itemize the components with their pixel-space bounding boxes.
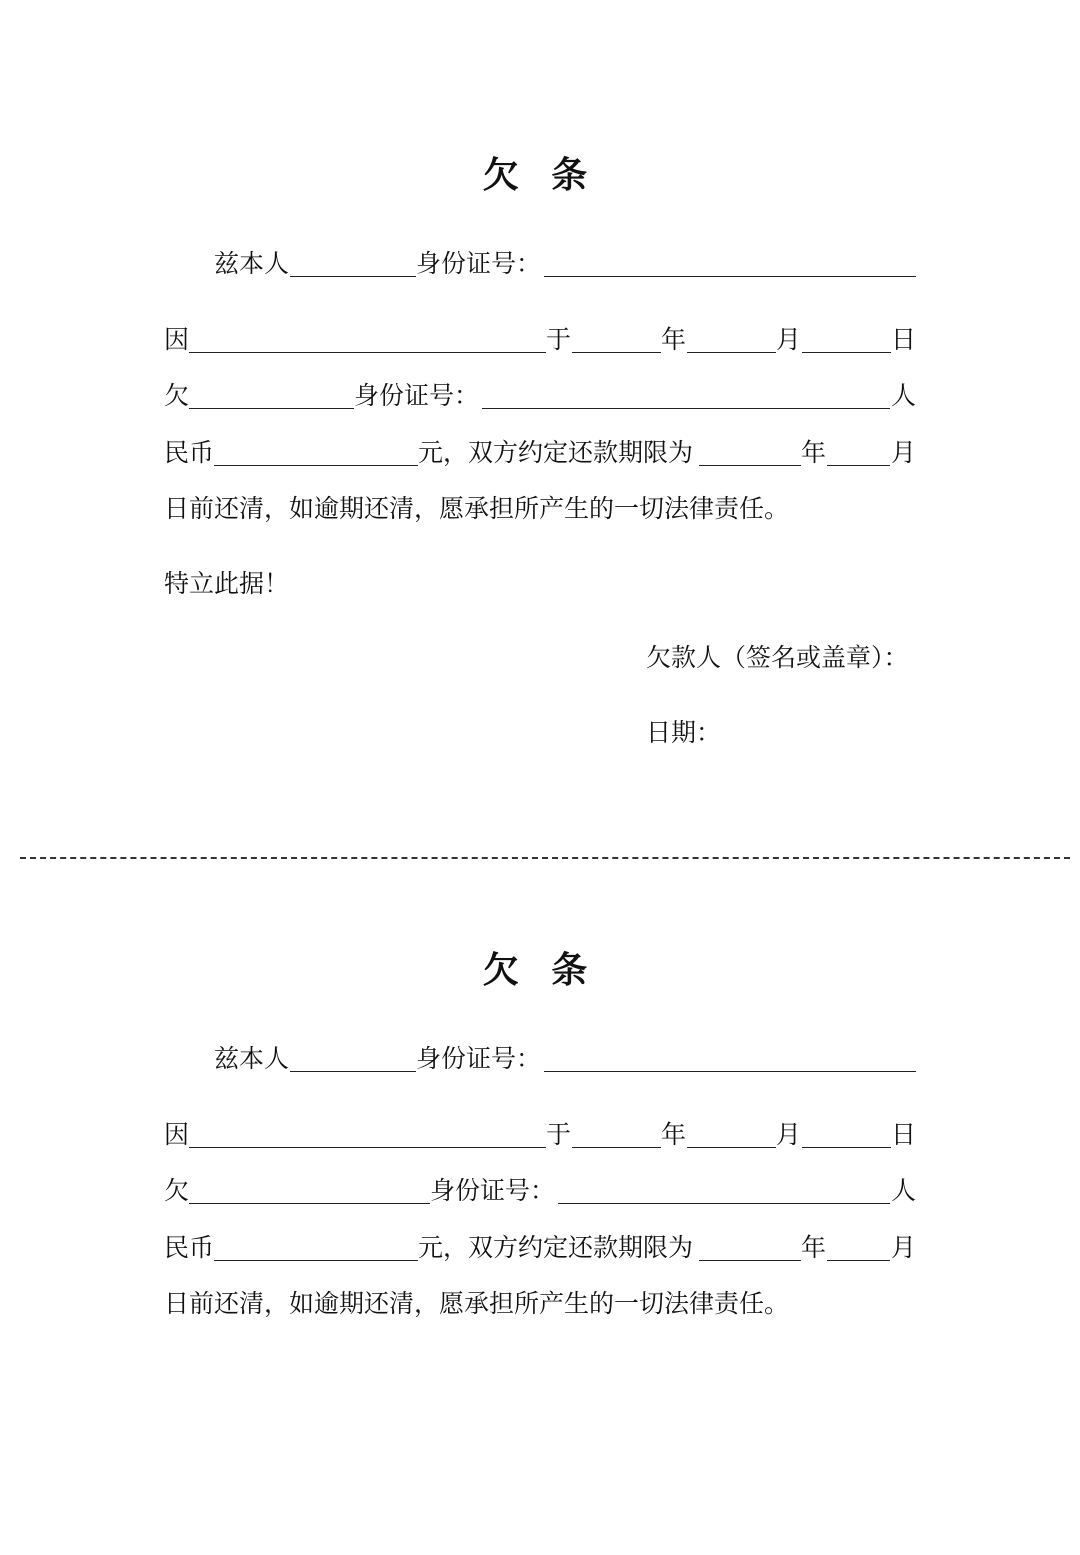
label-repayment-term: 元，双方约定还款期限为 <box>418 438 694 467</box>
blank-day[interactable] <box>802 1147 891 1148</box>
line-creditor <box>164 1171 916 1211</box>
label-borrower-self: 兹本人 <box>214 249 290 278</box>
slip-title: 欠 条 <box>482 950 598 991</box>
blank-borrower-name[interactable] <box>290 1071 416 1072</box>
blank-repay-year[interactable] <box>699 465 801 466</box>
debt-slip-top <box>0 0 1080 760</box>
line-liability <box>164 489 916 529</box>
line-liability <box>164 1284 916 1324</box>
label-day: 日 <box>891 1120 917 1149</box>
blank-repay-month[interactable] <box>827 1260 890 1261</box>
slip-title: 欠 条 <box>482 155 598 196</box>
blank-amount[interactable] <box>214 1260 418 1261</box>
label-rmb: 民币 <box>164 438 215 467</box>
blank-day[interactable] <box>802 352 891 353</box>
label-year: 年 <box>661 325 687 354</box>
label-on: 于 <box>546 325 572 354</box>
line-creditor <box>164 376 916 416</box>
closing-text: 特立此据！ <box>164 569 290 598</box>
line-amount <box>164 1228 916 1268</box>
label-ren: 人 <box>891 381 917 410</box>
label-year: 年 <box>801 1233 827 1262</box>
label-day: 日 <box>891 325 917 354</box>
blank-year[interactable] <box>572 352 661 353</box>
label-month: 月 <box>891 438 917 467</box>
label-id-number: 身份证号： <box>416 249 542 278</box>
label-id-number: 身份证号： <box>430 1176 556 1205</box>
label-id-number: 身份证号： <box>416 1044 542 1073</box>
blank-year[interactable] <box>572 1147 661 1148</box>
liability-text: 日前还清，如逾期还清，愿承担所产生的一切法律责任。 <box>164 1289 790 1318</box>
label-month: 月 <box>776 1120 802 1149</box>
signature-label: 欠款人（签名或盖章）： <box>646 643 909 672</box>
line-reason-date <box>164 1115 916 1155</box>
blank-repay-month[interactable] <box>827 465 890 466</box>
label-owe: 欠 <box>164 1176 190 1205</box>
line-identity <box>164 1039 916 1079</box>
label-reason: 因 <box>164 1120 190 1149</box>
blank-reason[interactable] <box>189 352 546 353</box>
blank-month[interactable] <box>687 352 776 353</box>
blank-creditor-name[interactable] <box>189 408 354 409</box>
label-month: 月 <box>776 325 802 354</box>
label-reason: 因 <box>164 325 190 354</box>
blank-amount[interactable] <box>214 465 418 466</box>
blank-borrower-id[interactable] <box>544 1071 916 1072</box>
label-rmb: 民币 <box>164 1233 215 1262</box>
date-line <box>646 713 946 753</box>
blank-creditor-id[interactable] <box>482 408 890 409</box>
line-closing <box>164 564 916 604</box>
blank-borrower-name[interactable] <box>290 276 416 277</box>
line-identity <box>164 244 916 284</box>
blank-reason[interactable] <box>189 1147 546 1148</box>
blank-creditor-id[interactable] <box>558 1203 890 1204</box>
label-borrower-self: 兹本人 <box>214 1044 290 1073</box>
blank-creditor-name[interactable] <box>189 1203 430 1204</box>
blank-repay-year[interactable] <box>699 1260 801 1261</box>
debt-slip-bottom <box>0 795 1080 1555</box>
label-month: 月 <box>891 1233 917 1262</box>
blank-month[interactable] <box>687 1147 776 1148</box>
label-year: 年 <box>801 438 827 467</box>
liability-text: 日前还清，如逾期还清，愿承担所产生的一切法律责任。 <box>164 494 790 523</box>
label-year: 年 <box>661 1120 687 1149</box>
label-on: 于 <box>546 1120 572 1149</box>
date-label: 日期： <box>646 718 722 747</box>
label-owe: 欠 <box>164 381 190 410</box>
label-repayment-term: 元，双方约定还款期限为 <box>418 1233 694 1262</box>
signature-line <box>646 638 946 678</box>
label-ren: 人 <box>891 1176 917 1205</box>
blank-borrower-id[interactable] <box>544 276 916 277</box>
line-amount <box>164 433 916 473</box>
line-reason-date <box>164 320 916 360</box>
label-id-number: 身份证号： <box>354 381 480 410</box>
